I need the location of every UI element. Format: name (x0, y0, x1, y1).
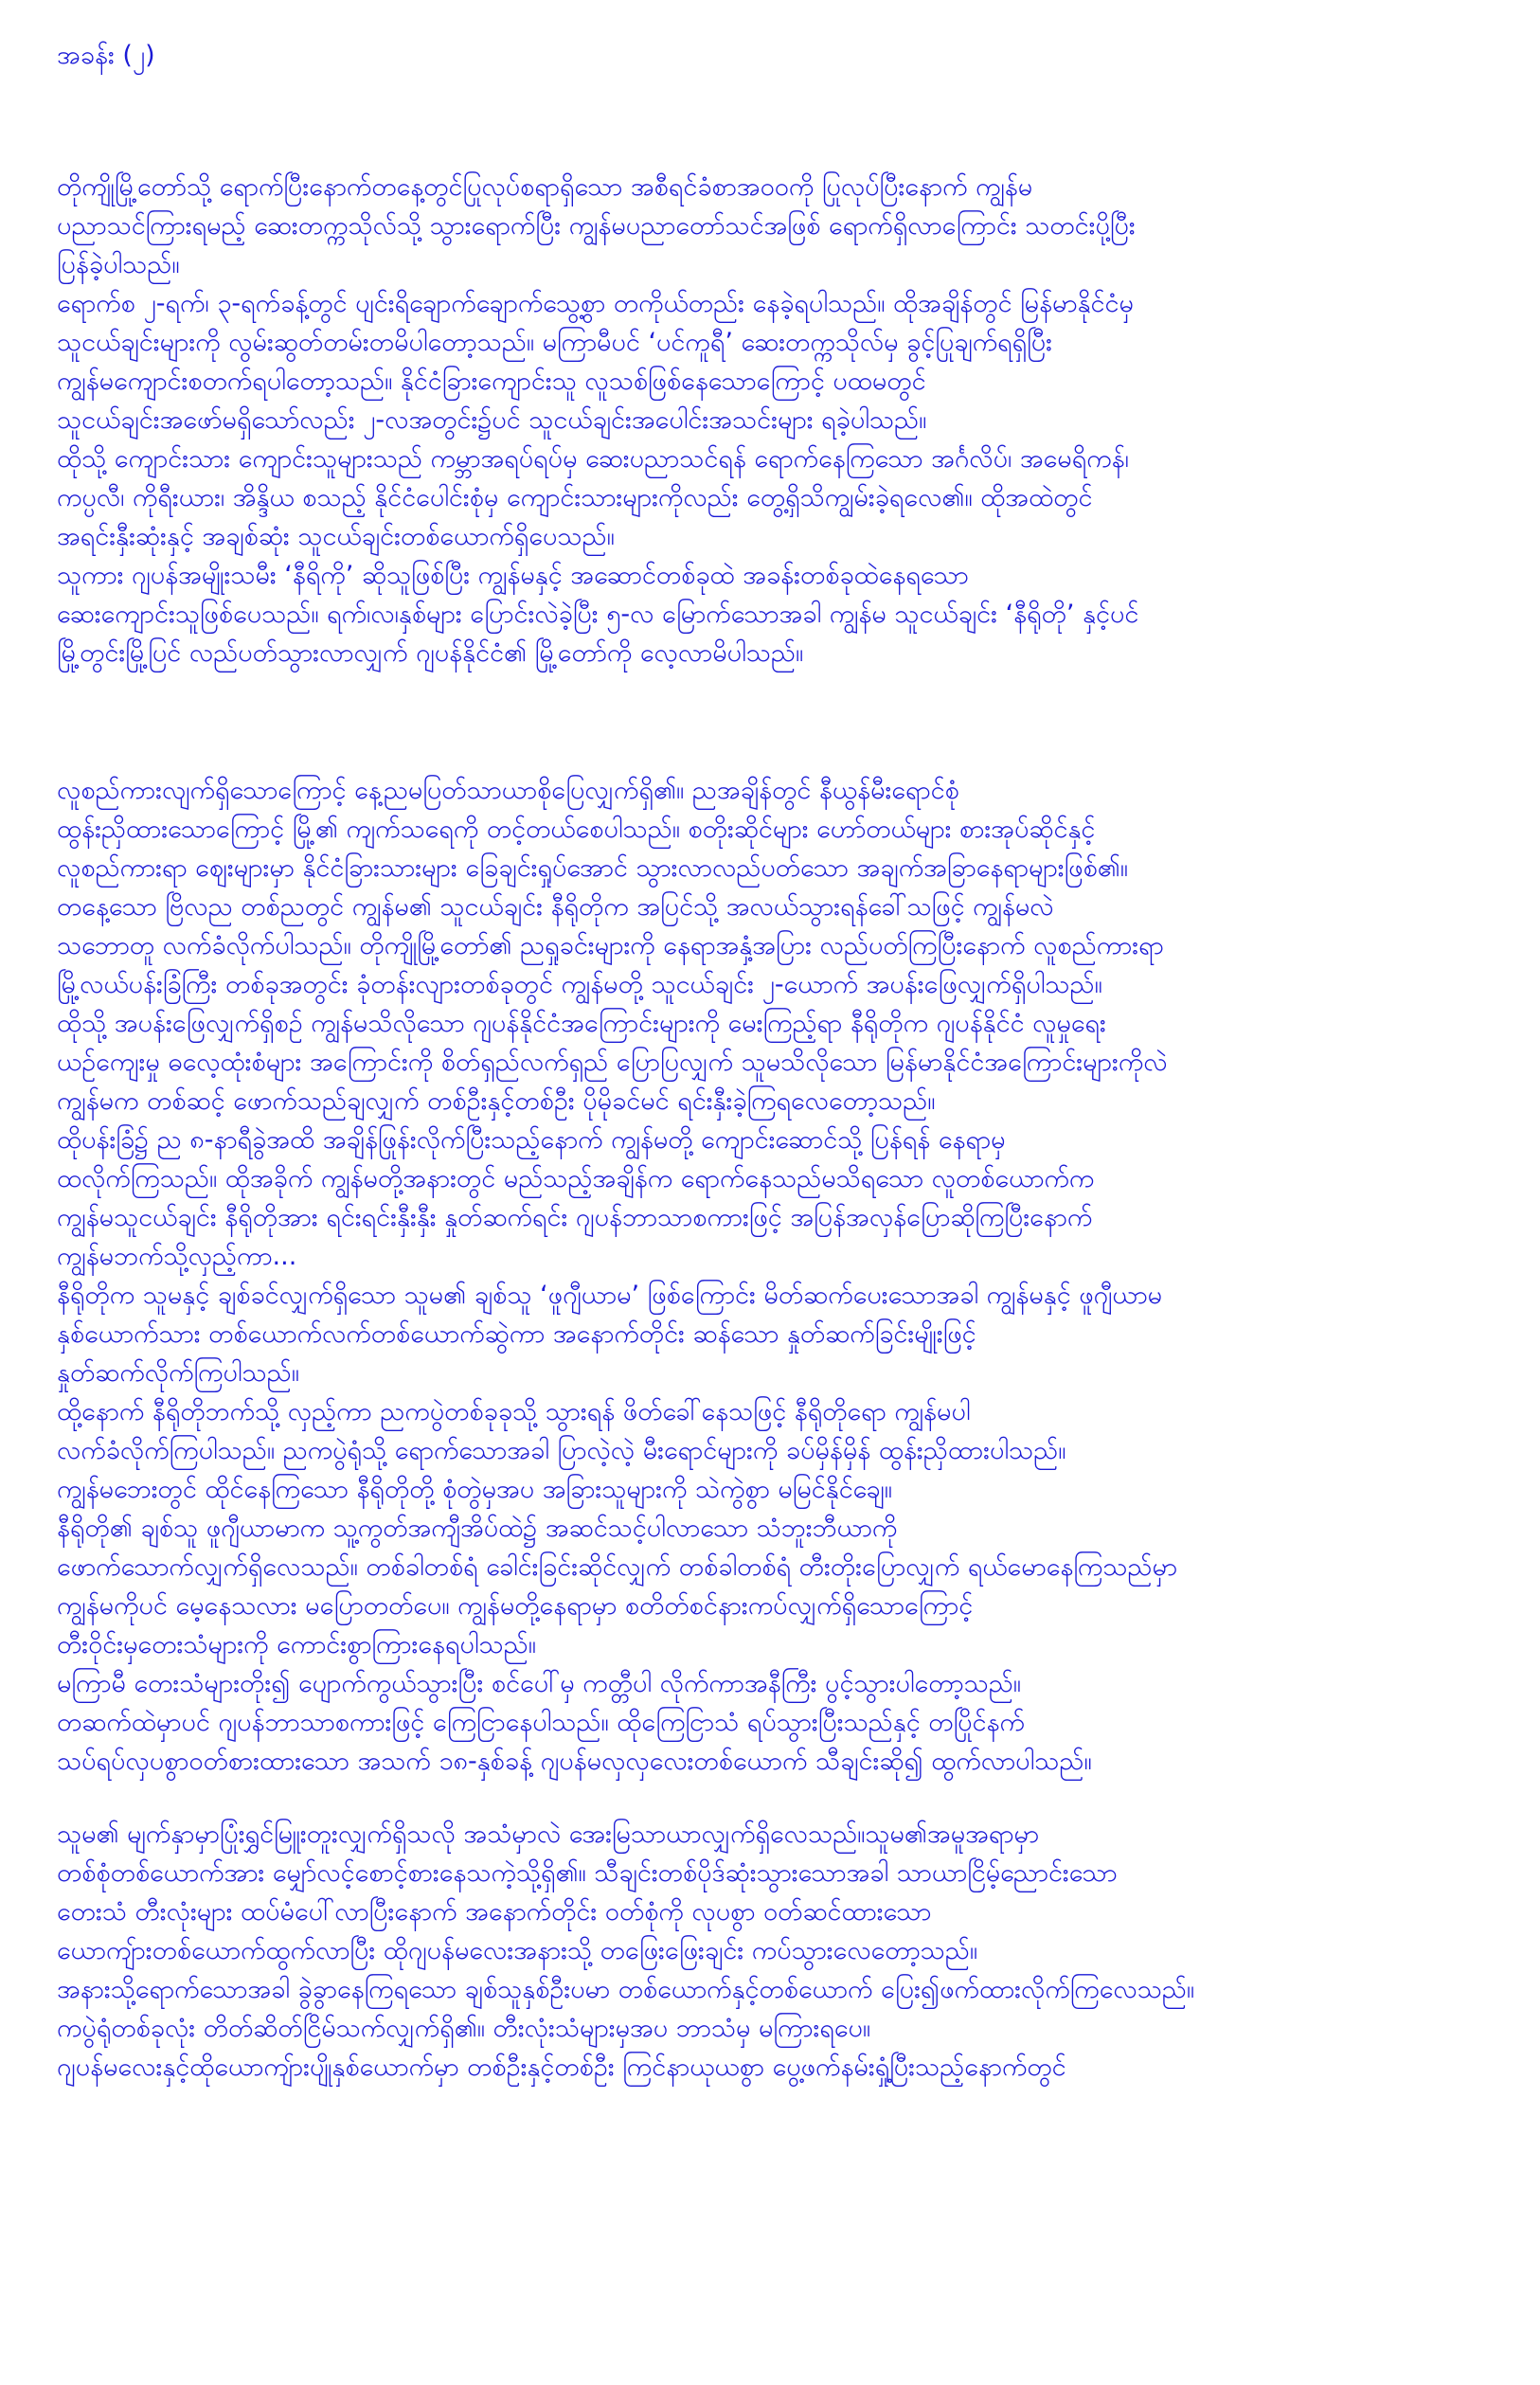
text-line: အရင်းနှီးဆုံးနှင့် အချစ်ဆုံး သူငယ်ချင်းတစ်ယောက်ရှိပေသည်။ (57, 522, 615, 551)
text-line: ရောက်စ ၂-ရက်၊ ၃-ရက်ခန့်တွင် ပျင်းရိချောက်ချောက်သွေ့စွာ တကိုယ်တည်း နေခဲ့ရပါသည်။ ထိုအချိန်တွင် မြန်မာနိုင်ငံမှ (57, 289, 1134, 318)
text-line: ထိုပန်းခြံ၌ ည ၈-နာရီခွဲအထိ အချိန်ဖြုန်းလိုက်ပြီးသည့်နောက် ကျွန်မတို့ ကျောင်းဆောင်သို့ ပြန်ရန် နေရာမှ (57, 1125, 1006, 1155)
text-line: မြို့တွင်းမြို့ပြင် လည်ပတ်သွားလာလျှက် ဂျပန်နိုင်ငံ၏ မြို့တော်ကို လေ့လာမိပါသည်။ (57, 638, 804, 668)
text-line: ထွန်းညှိထားသောကြောင့် မြို့၏ ကျက်သရေကို တင့်တယ်စေပါသည်။ စတိုးဆိုင်များ ဟော်တယ်များ စားအုပ်ဆိုင်နှင့် (57, 815, 1096, 844)
text-line: ပညာသင်ကြားရမည့် ဆေးတက္ကသိုလ်သို့ သွားရောက်ပြီး ကျွန်မပညာတော်သင်အဖြစ် ရောက်ရှိလာကြောင်း သတင်းပို့ပြီး (57, 211, 1136, 241)
text-line: ထလိုက်ကြသည်။ ထိုအခိုက် ကျွန်မတို့အနားတွင် မည်သည့်အချိန်က ရောက်နေသည်မသိရသော လူတစ်ယောက်က (57, 1164, 1095, 1193)
text-line: တီးဝိုင်းမှတေးသံများကို ကောင်းစွာကြားနေရပါသည်။ (57, 1630, 536, 1659)
text-line: နှုတ်ဆက်လိုက်ကြပါသည်။ (57, 1358, 299, 1388)
section-gap (57, 672, 1493, 771)
text-line: မြို့လယ်ပန်းခြံကြီး တစ်ခုအတွင်း ခုံတန်းလျားတစ်ခုတွင် ကျွန်မတို့ သူငယ်ချင်း ၂-ယောက် အပန်းဖြေလျှက်ရှိပါသည်။ (57, 970, 1102, 999)
text-line: ကျွန်မကျောင်းစတက်ရပါတော့သည်။ နိုင်ငံခြားကျောင်းသူ လူသစ်ဖြစ်နေသောကြောင့် ပထမတွင် (57, 367, 926, 396)
text-line: ကျွန်မသူငယ်ချင်း နီရိုတိုအား ရင်းရင်းနှီးနှီး နှုတ်ဆက်ရင်း ဂျပန်ဘာသာစကားဖြင့် အပြန်အလှန်ပြောဆိုကြပြီးနောက် (57, 1203, 1093, 1232)
text-line: နီရိုတိုက သူမနှင့် ချစ်ခင်လျှက်ရှိသော သူမ၏ ချစ်သူ ‘ဖူဂျီယာမ’ ဖြစ်ကြောင်း မိတ်ဆက်ပေးသောအခါ ကျွန်မနှင့် ဖူဂျီယာမ (57, 1281, 1163, 1310)
paragraph-block-3 (57, 1815, 1493, 2087)
paragraph-block-2 (57, 771, 1493, 1781)
text-line: ကပွဲရုံတစ်ခုလုံး တိတ်ဆိတ်ငြိမ်သက်လျှက်ရှိ၏။ တီးလုံးသံများမှအပ ဘာသံမှ မကြားရပေ။ (57, 2014, 871, 2043)
text-line: တစ်စုံတစ်ယောက်အား မျှော်လင့်စောင့်စားနေသကဲ့သို့ရှိ၏။ သီချင်းတစ်ပိုဒ်ဆုံးသွားသောအခါ သာယာငြိမ့်ညောင်းသော (57, 1858, 1118, 1888)
text-line: ဖောက်သောက်လျှက်ရှိလေသည်။ တစ်ခါတစ်ရံ ခေါင်းခြင်းဆိုင်လျှက် တစ်ခါတစ်ရံ တီးတိုးပြောလျှက် ရယ်မောနေကြသည်မှာ (57, 1552, 1178, 1582)
text-line: သူမ၏ မျက်နှာမှာပြုံးရွှင်မြူးတူးလျှက်ရှိသလို အသံမှာလဲ အေးမြသာယာလျှက်ရှိလေသည်။သူမ၏အမူအရာမှာ (57, 1820, 1040, 1849)
text-line: သဘောတူ လက်ခံလိုက်ပါသည်။ တိုကျိုမြို့တော်၏ ညရှုခင်းများကို နေရာအနှံ့အပြား လည်ပတ်ကြပြီးနောက် လူစည်ကားရာ (57, 931, 1164, 960)
text-line: ယဉ်ကျေးမှု ဓလေ့ထုံးစံများ အကြောင်းကို စိတ်ရှည်လက်ရှည် ပြောပြလျှက် သူမသိလိုသော မြန်မာနိုင်ငံအကြောင်းများကိုလဲ (57, 1048, 1168, 1077)
text-line: ထိုသို့ အပန်းဖြေလျှက်ရှိစဉ် ကျွန်မသိလိုသော ဂျပန်နိုင်ငံအကြောင်းများကို မေးကြည့်ရာ နီရိုတိုက ဂျပန်နိုင်ငံ လူမှုရေး (57, 1009, 1106, 1038)
text-line: သပ်ရပ်လှပစွာဝတ်စားထားသော အသက် ၁၈-နှစ်ခန့် ဂျပန်မလှလှလေးတစ်ယောက် သီချင်းဆို၍ ထွက်လာပါသည်။ (57, 1747, 1092, 1776)
text-line: ကျွန်မကိုပင် မေ့နေသလား မပြောတတ်ပေ။ ကျွန်မတို့နေရာမှာ စတိတ်စင်နားကပ်လျှက်ရှိသောကြောင့် (57, 1591, 974, 1621)
text-line: မကြာမီ တေးသံများတိုး၍ ပျောက်ကွယ်သွားပြီး စင်ပေါ်မှ ကတ္တီပါ လိုက်ကာအနီကြီး ပွင့်သွားပါတော့သည်။ (57, 1669, 1021, 1698)
text-line: တေးသံ တီးလုံးများ ထပ်မံပေါ်လာပြီးနောက် အနောက်တိုင်း ဝတ်စုံကို လုပစွာ ဝတ်ဆင်ထားသော (57, 1897, 932, 1927)
text-line: သူငယ်ချင်းများကို လွမ်းဆွတ်တမ်းတမိပါတော့သည်။ မကြာမီပင် ‘ပင်ကူရီ’ ဆေးတက္ကသိုလ်မှ ခွင့်ပြုချက်ရရှိပြီး (57, 328, 1052, 357)
text-line: ပြန်ခဲ့ပါသည်။ (57, 250, 180, 279)
text-line: ဆေးကျောင်းသူဖြစ်ပေသည်။ ရက်၊လ၊နှစ်များ ပြောင်းလဲခဲ့ပြီး ၅-လ မြောက်သောအခါ ကျွန်မ သူငယ်ချင်း ‘နီရိုတို’ နှင့်ပင် (57, 600, 1139, 629)
text-line: ယောကျ်ားတစ်ယောက်ထွက်လာပြီး ထိုဂျပန်မလေးအနားသို့ တဖြေးဖြေးချင်း ကပ်သွားလေတော့သည်။ (57, 1936, 978, 1965)
text-line: သူငယ်ချင်းအဖော်မရှိသော်လည်း ၂-လအတွင်း၌ပင် သူငယ်ချင်းအပေါင်းအသင်းများ ရခဲ့ပါသည်။ (57, 405, 927, 435)
text-line: ထိုသို့ ကျောင်းသား ကျောင်းသူများသည် ကမ္ဘာအရပ်ရပ်မှ ဆေးပညာသင်ရန် ရောက်နေကြသော အင်္ဂလိပ်၊ အမေရိကန်၊ (57, 444, 1129, 474)
text-line: ကျွန်မက တစ်ဆင့် ဖောက်သည်ချလျှက် တစ်ဦးနှင့်တစ်ဦး ပိုမိုခင်မင် ရင်းနှီးခဲ့ကြရလေတော့သည်။ (57, 1086, 936, 1116)
section-gap (57, 1781, 1493, 1815)
text-line: အနားသို့ရောက်သောအခါ ခွဲခွာနေကြရသော ချစ်သူနှစ်ဦးပမာ တစ်ယောက်နှင့်တစ်ယောက် ပြေး၍ဖက်ထားလိုက်ကြလေသည်။ (57, 1975, 1195, 2004)
chapter-title: အခန်း (၂) (57, 41, 155, 70)
text-line: တိုကျိုမြို့တော်သို့ ရောက်ပြီးနောက်တနေ့တွင်ပြုလုပ်စရာရှိသော အစီရင်ခံစာအဝဝကို ပြုလုပ်ပြီးနောက် ကျွန်မ (57, 172, 1033, 202)
text-line: တဆက်ထဲမှာပင် ဂျပန်ဘာသာစကားဖြင့် ကြေငြာနေပါသည်။ ထိုကြေငြာသံ ရပ်သွားပြီးသည်နှင့် တပြိုင်နက် (57, 1708, 1025, 1737)
text-line: လက်ခံလိုက်ကြပါသည်။ ညကပွဲရုံသို့ ရောက်သောအခါ ပြာလဲ့လဲ့ မီးရောင်များကို ခပ်မှိန်မှိန် ထွန်းညှိထားပါသည်။ (57, 1436, 1066, 1465)
text-line: တနေ့သော ဗြိလည တစ်ညတွင် ကျွန်မ၏ သူငယ်ချင်း နီရိုတိုက အပြင်သို့ အလယ်သွားရန်ခေါ်သဖြင့် ကျွန်မလဲ (57, 892, 1054, 922)
text-line: ဂျပန်မလေးနှင့်ထိုယောကျ်ားပျိုနှစ်ယောက်မှာ တစ်ဦးနှင့်တစ်ဦး ကြင်နာယုယစွာ ပွေ့ဖက်နမ်းရှုံ့ပြီးသည့်နောက်တွင် (57, 2053, 1066, 2082)
text-line: ထို့နောက် နီရိုတိုဘက်သို့ လှည့်ကာ ညကပွဲတစ်ခုခုသို့ သွားရန် ဖိတ်ခေါ်နေသဖြင့် နီရိုတိုရော ကျွန်မပါ (57, 1397, 971, 1426)
text-line: လူစည်ကားလျက်ရှိသောကြောင့် နေ့ညမပြတ်သာယာစိုပြေလျှက်ရှိ၏။ ညအချိန်တွင် နီယွန်မီးရောင်စုံ (57, 776, 959, 805)
text-line: ကျွန်မဘက်သို့လှည့်ကာ... (57, 1242, 297, 1271)
paragraph-block-1 (57, 168, 1493, 672)
text-line: နှစ်ယောက်သား တစ်ယောက်လက်တစ်ယောက်ဆွဲကာ အနောက်တိုင်း ဆန်သော နှုတ်ဆက်ခြင်းမျိုးဖြင့် (57, 1319, 976, 1349)
text-line: သူကား ဂျပန်အမျိုးသမီး ‘နီရိကို’ ဆိုသူဖြစ်ပြီး ကျွန်မနှင့် အဆောင်တစ်ခုထဲ အခန်းတစ်ခုထဲနေရသော (57, 561, 969, 590)
text-line: လူစည်ကားရာ ဈေးများမှာ နိုင်ငံခြားသားများ ခြေချင်းရှုပ်အောင် သွားလာလည်ပတ်သော အချက်အခြာနေရာများဖြစ်၏။ (57, 853, 1128, 883)
text-line: နီရိုတို၏ ချစ်သူ ဖူဂျီယာမာက သူ့ကွတ်အကျီအိပ်ထဲ၌ အဆင်သင့်ပါလာသော သံဘူးဘီယာကို (57, 1514, 898, 1543)
text-line: ကပ္ပလီ၊ ကိုရီးယား၊ အိန္ဒိယ စသည့် နိုင်ငံပေါင်းစုံမှ ကျောင်းသားများကိုလည်း တွေ့ရှိသိကျွမ်းခဲ့ရလေ၏။ ထိုအထဲတွင် (57, 483, 1093, 512)
text-line: ကျွန်မဘေးတွင် ထိုင်နေကြသော နီရိုတိုတို့ စုံတွဲမှအပ အခြားသူများကို သဲကွဲစွာ မမြင်နိုင်ချေ။ (57, 1475, 892, 1504)
